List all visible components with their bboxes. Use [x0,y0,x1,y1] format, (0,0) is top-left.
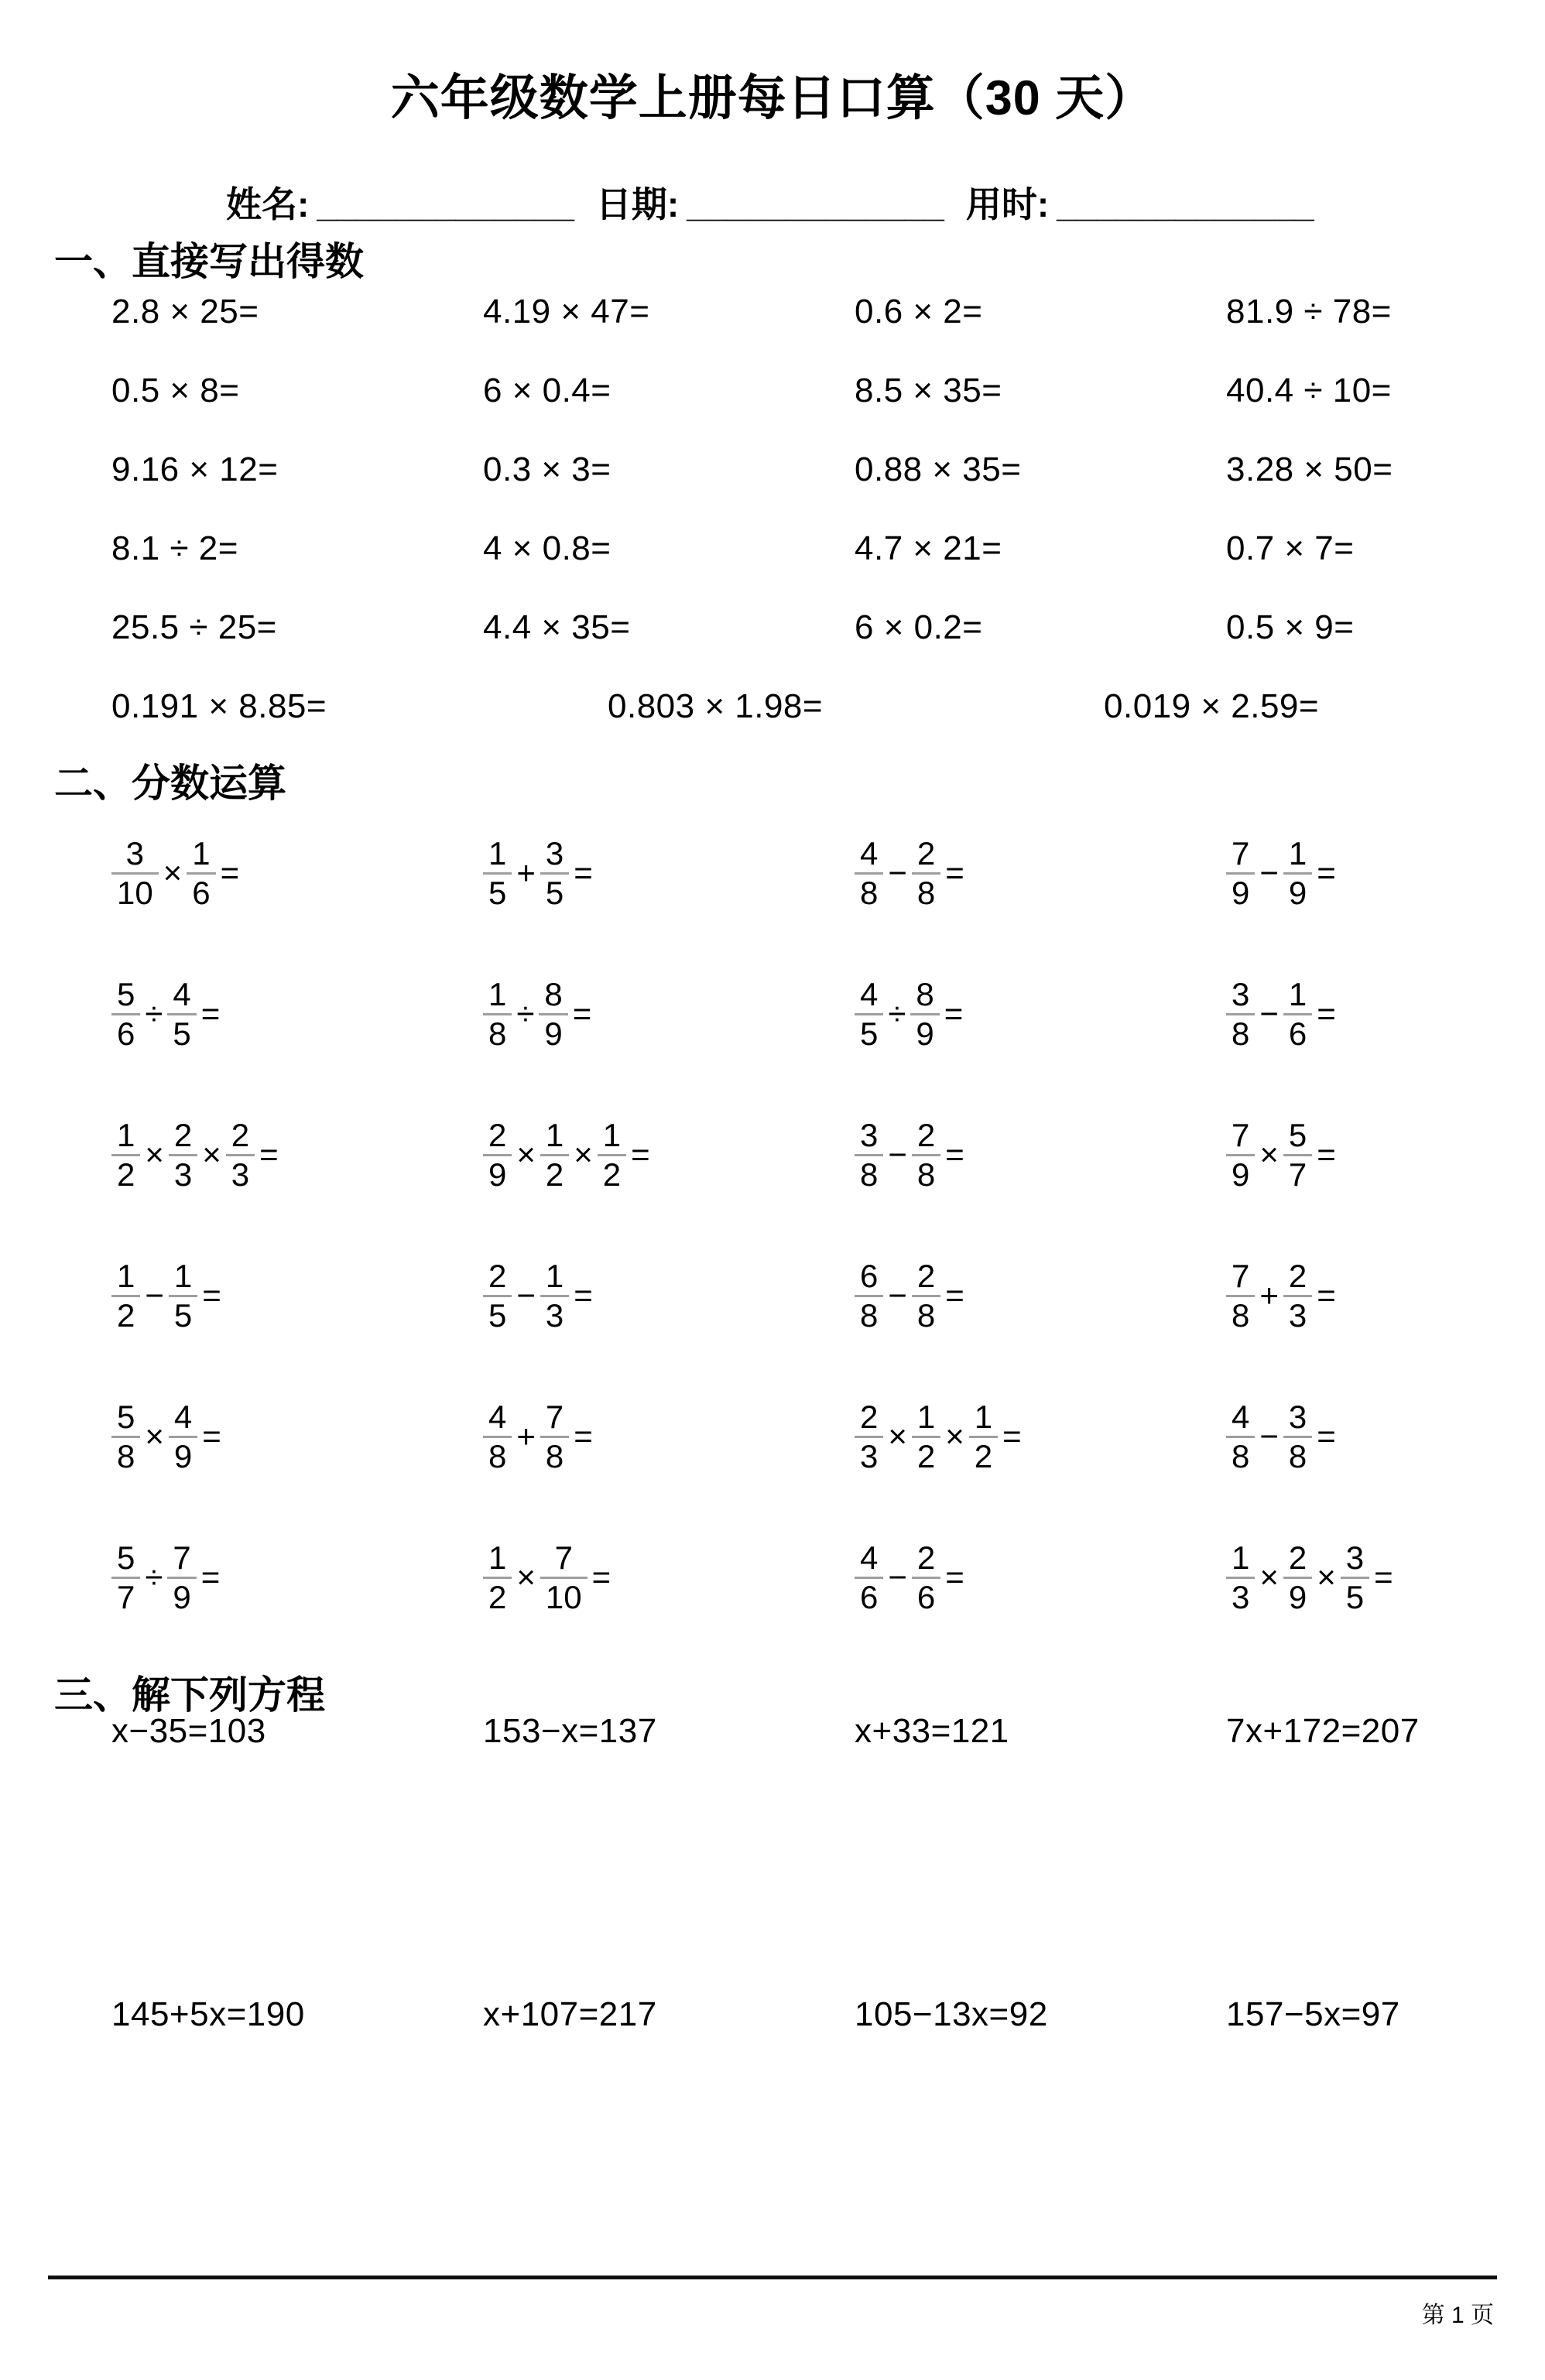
fraction-problem [855,1084,1226,1225]
numerator: 5 [117,1539,135,1577]
equals-sign: = [574,1418,593,1454]
denominator: 3 [855,1436,883,1474]
numerator: 3 [1345,1539,1365,1577]
page-title: 六年级数学上册每日口算（30 天） [390,71,1155,125]
equation-text: x+107=217 [483,1995,657,2033]
numerator: 6 [860,1258,879,1295]
numerator: 5 [117,976,135,1013]
denominator: 9 [539,1013,567,1052]
denominator: 8 [912,1154,940,1193]
equals-sign: = [202,1277,221,1313]
section3-equation-row [111,1712,1545,1751]
time-blank-line: _____________ [1057,184,1314,224]
fraction-problem [855,1507,1226,1648]
operator-symbol: × [1259,1559,1279,1595]
equals-sign: = [1317,995,1336,1032]
denominator: 3 [226,1154,255,1193]
problem-text: 6 × 0.4= [483,372,611,409]
equals-sign: = [944,995,964,1032]
denominator: 8 [1226,1013,1255,1052]
fraction-problem [111,1366,483,1507]
section2-fraction-grid [111,803,1545,1648]
fraction [855,1539,883,1615]
operator-symbol: − [888,1136,907,1173]
equals-sign: = [259,1136,279,1173]
fraction [1341,1539,1369,1615]
numerator: 3 [1288,1399,1307,1436]
denominator: 7 [1283,1154,1312,1193]
operator-symbol: × [516,1559,536,1595]
fraction [167,976,196,1051]
equals-sign: = [945,1559,964,1595]
denominator: 2 [969,1436,998,1474]
numerator: 7 [554,1539,573,1577]
numerator: 1 [488,835,507,872]
denominator: 2 [483,1577,512,1615]
equals-sign: = [202,1418,221,1454]
numerator: 8 [916,976,934,1013]
equals-sign: = [200,1559,221,1595]
problem-text: 0.5 × 9= [1226,608,1355,646]
fraction [855,1258,883,1333]
denominator: 9 [910,1013,939,1052]
numerator: 3 [545,835,564,872]
numerator: 1 [1288,976,1307,1013]
numerator: 2 [916,835,936,872]
equation-text: 105−13x=92 [855,1995,1048,2033]
numerator: 4 [860,835,879,872]
numerator: 4 [860,1539,879,1577]
fraction [539,976,567,1051]
operator-symbol: − [516,1277,536,1313]
fraction [1283,1399,1312,1474]
denominator: 9 [167,1577,196,1615]
numerator: 2 [231,1117,250,1154]
numerator: 4 [173,976,191,1013]
numerator: 4 [173,1399,193,1436]
denominator: 5 [167,1013,196,1052]
problem-text: 0.019 × 2.59= [1104,687,1320,725]
denominator: 5 [855,1013,883,1052]
problem-text: 4.4 × 35= [483,608,631,646]
fraction [111,1399,140,1474]
fraction [1283,976,1312,1051]
problem-text: 3.28 × 50= [1226,450,1393,488]
fraction [111,835,159,910]
numerator: 1 [488,976,507,1013]
operator-symbol: × [145,1418,164,1454]
numerator: 4 [860,976,879,1013]
fraction [483,835,512,910]
equation-text: 7x+172=207 [1226,1712,1420,1750]
numerator: 2 [916,1539,936,1577]
numerator: 2 [173,1117,193,1154]
section2-heading: 二、分数运算 [54,762,286,805]
fraction [483,1399,512,1474]
numerator: 1 [117,1117,135,1154]
fraction-problem [1226,803,1545,943]
operator-symbol: − [888,1277,907,1313]
fraction [1226,835,1255,910]
denominator: 10 [111,872,159,911]
numerator: 2 [1288,1539,1307,1577]
fraction [1226,1539,1255,1615]
operator-symbol: + [516,854,536,891]
operator-symbol: + [1259,1277,1279,1313]
section3-equation-row [111,1995,1545,2034]
equals-sign: = [1002,1418,1022,1454]
denominator: 2 [598,1154,626,1193]
numerator: 7 [173,1539,191,1577]
denominator: 8 [483,1436,512,1474]
fraction [912,835,940,910]
date-label: 日期: [595,184,680,224]
denominator: 8 [855,872,883,911]
problem-text: 0.5 × 8= [111,372,240,409]
equals-sign: = [631,1136,650,1173]
numerator: 1 [1288,835,1307,872]
numerator: 7 [1232,1117,1250,1154]
fraction [855,1399,883,1474]
operator-symbol: × [1317,1559,1336,1595]
fraction [912,1117,940,1192]
denominator: 6 [855,1577,883,1615]
operator-symbol: + [516,1418,536,1454]
denominator: 5 [169,1295,197,1334]
fraction [1226,1258,1255,1333]
fraction-problem [1226,943,1545,1084]
numerator: 1 [488,1539,507,1577]
numerator: 1 [916,1399,936,1436]
problem-text: 9.16 × 12= [111,450,279,488]
fraction-problem [483,1084,855,1225]
problem-text: 0.88 × 35= [855,450,1022,488]
fraction [912,1258,940,1333]
fraction [855,976,883,1051]
denominator: 5 [1341,1577,1369,1615]
name-label: 姓名: [226,184,310,224]
numerator: 3 [860,1117,879,1154]
operator-symbol: ÷ [145,995,163,1032]
denominator: 8 [111,1436,140,1474]
problem-text: 8.1 ÷ 2= [111,529,238,567]
fraction [540,835,569,910]
numerator: 1 [192,835,211,872]
operator-symbol: × [888,1418,907,1454]
numerator: 2 [488,1117,507,1154]
numerator: 7 [1232,1258,1250,1295]
numerator: 1 [545,1258,564,1295]
denominator: 2 [111,1295,140,1334]
fraction [855,1117,883,1192]
fraction-problem [111,1507,483,1648]
denominator: 8 [1226,1436,1255,1474]
problem-text: 0.7 × 7= [1226,529,1355,567]
fraction [111,976,140,1051]
equation-text: 157−5x=97 [1226,1995,1400,2033]
fraction-problem [1226,1366,1545,1507]
denominator: 2 [111,1154,140,1193]
problem-text: 4.7 × 21= [855,529,1002,567]
operator-symbol: × [1259,1136,1279,1173]
fraction [226,1117,255,1192]
numerator: 1 [117,1258,135,1295]
fraction [910,976,939,1051]
fraction-problem [483,1225,855,1366]
date-blank-line: _____________ [687,184,944,224]
problem-text: 0.191 × 8.85= [111,687,327,725]
numerator: 7 [545,1399,564,1436]
fraction [483,976,512,1051]
equals-sign: = [945,1136,964,1173]
fraction [540,1539,588,1615]
denominator: 8 [1283,1436,1312,1474]
fraction [169,1117,197,1192]
problem-text: 0.3 × 3= [483,450,611,488]
denominator: 5 [483,1295,512,1334]
denominator: 8 [483,1013,512,1052]
denominator: 9 [1226,872,1255,911]
denominator: 10 [540,1577,588,1615]
equals-sign: = [572,995,592,1032]
fraction [1283,835,1312,910]
fraction [912,1399,940,1474]
fraction-problem [111,943,483,1084]
operator-symbol: − [1259,854,1279,891]
equals-sign: = [1317,1136,1336,1173]
fraction [969,1399,998,1474]
problem-text: 4 × 0.8= [483,529,611,567]
operator-symbol: × [202,1136,221,1173]
equals-sign: = [1317,1277,1336,1313]
fraction [111,1117,140,1192]
denominator: 5 [540,872,569,911]
section1-heading: 一、直接写出得数 [54,240,364,283]
fraction [483,1258,512,1333]
denominator: 9 [483,1154,512,1193]
denominator: 6 [111,1013,140,1052]
problem-text: 0.803 × 1.98= [608,687,824,725]
fraction [1283,1117,1312,1192]
time-label: 用时: [965,184,1050,224]
fraction [540,1258,569,1333]
equals-sign: = [1317,854,1336,891]
fraction-problem [111,1225,483,1366]
numerator: 2 [488,1258,507,1295]
problem-text: 81.9 ÷ 78= [1226,293,1392,330]
denominator: 3 [540,1295,569,1334]
fraction [1283,1258,1312,1333]
fraction [912,1539,940,1615]
operator-symbol: − [145,1277,164,1313]
fraction-problem [1226,1084,1545,1225]
fraction [111,1539,140,1615]
fraction-problem [1226,1507,1545,1648]
numerator: 4 [1232,1399,1250,1436]
denominator: 9 [1283,1577,1312,1615]
denominator: 8 [540,1436,569,1474]
numerator: 5 [117,1399,135,1436]
section3-heading: 三、解下列方程 [54,1673,325,1717]
denominator: 8 [912,1295,940,1334]
denominator: 8 [912,872,940,911]
fraction [483,1539,512,1615]
equals-sign: = [1317,1418,1336,1454]
numerator: 2 [860,1399,879,1436]
operator-symbol: − [1259,995,1279,1032]
fraction [187,835,215,910]
equation-text: x−35=103 [111,1712,266,1750]
fraction [1226,1117,1255,1192]
fraction [1226,1399,1255,1474]
operator-symbol: ÷ [888,995,906,1032]
denominator: 8 [855,1154,883,1193]
numerator: 1 [602,1117,622,1154]
footer-divider [48,2276,1497,2279]
fraction [540,1399,569,1474]
operator-symbol: × [945,1418,964,1454]
denominator: 8 [1226,1295,1255,1334]
problem-text: 8.5 × 35= [855,372,1002,409]
denominator: 5 [483,872,512,911]
equals-sign: = [200,995,221,1032]
operator-symbol: − [888,1559,907,1595]
section1-problem-grid [111,293,1545,687]
operator-symbol: × [516,1136,536,1173]
operator-symbol: ÷ [516,995,535,1032]
denominator: 6 [1283,1013,1312,1052]
fraction-problem [111,803,483,943]
fraction [167,1539,196,1615]
equation-text: 145+5x=190 [111,1995,305,2033]
numerator: 2 [916,1258,936,1295]
denominator: 2 [540,1154,569,1193]
numerator: 7 [1232,835,1250,872]
equals-sign: = [574,854,593,891]
problem-text: 4.19 × 47= [483,293,650,330]
fraction-problem [483,943,855,1084]
problem-text: 40.4 ÷ 10= [1226,372,1392,409]
denominator: 8 [855,1295,883,1334]
fraction [1283,1539,1312,1615]
fraction-problem [483,1507,855,1648]
denominator: 6 [912,1577,940,1615]
fraction [1226,976,1255,1051]
operator-symbol: ÷ [145,1559,163,1595]
problem-text: 0.6 × 2= [855,293,983,330]
numerator: 1 [173,1258,193,1295]
denominator: 2 [912,1436,940,1474]
denominator: 7 [111,1577,140,1615]
numerator: 8 [544,976,563,1013]
equals-sign: = [220,854,240,891]
fraction [169,1399,197,1474]
denominator: 9 [1283,872,1312,911]
fraction [111,1258,140,1333]
fraction-problem [483,803,855,943]
numerator: 1 [974,1399,993,1436]
equals-sign: = [1374,1559,1393,1595]
operator-symbol: × [145,1136,164,1173]
fraction-problem [855,1225,1226,1366]
equals-sign: = [591,1559,611,1595]
fraction [169,1258,197,1333]
fraction-problem [855,943,1226,1084]
denominator: 3 [1226,1577,1255,1615]
fraction-problem [855,1366,1226,1507]
problem-text: 6 × 0.2= [855,608,983,646]
numerator: 1 [1232,1539,1250,1577]
fraction [855,835,883,910]
equals-sign: = [574,1277,593,1313]
header-fields [226,176,1336,228]
numerator: 2 [916,1117,936,1154]
problem-text: 2.8 × 25= [111,293,259,330]
fraction [483,1117,512,1192]
problem-text: 25.5 ÷ 25= [111,608,277,646]
denominator: 6 [187,872,215,911]
denominator: 9 [169,1436,197,1474]
operator-symbol: − [1259,1418,1279,1454]
numerator: 5 [1288,1117,1307,1154]
numerator: 2 [1288,1258,1307,1295]
operator-symbol: × [163,854,183,891]
name-blank-line: _____________ [317,184,574,224]
equation-text: x+33=121 [855,1712,1009,1750]
denominator: 9 [1226,1154,1255,1193]
operator-symbol: × [574,1136,593,1173]
fraction-problem [483,1366,855,1507]
equals-sign: = [945,854,964,891]
denominator: 3 [1283,1295,1312,1334]
numerator: 3 [125,835,145,872]
fraction-problem [855,803,1226,943]
fraction [540,1117,569,1192]
page-number: 第 1 页 [1421,2303,1494,2328]
equation-text: 153−x=137 [483,1712,657,1750]
numerator: 3 [1232,976,1250,1013]
operator-symbol: − [888,854,907,891]
fraction-problem [1226,1225,1545,1366]
denominator: 3 [169,1154,197,1193]
numerator: 4 [488,1399,507,1436]
section1-last-row [111,687,1545,726]
numerator: 1 [545,1117,564,1154]
equals-sign: = [945,1277,964,1313]
fraction [598,1117,626,1192]
fraction-problem [111,1084,483,1225]
